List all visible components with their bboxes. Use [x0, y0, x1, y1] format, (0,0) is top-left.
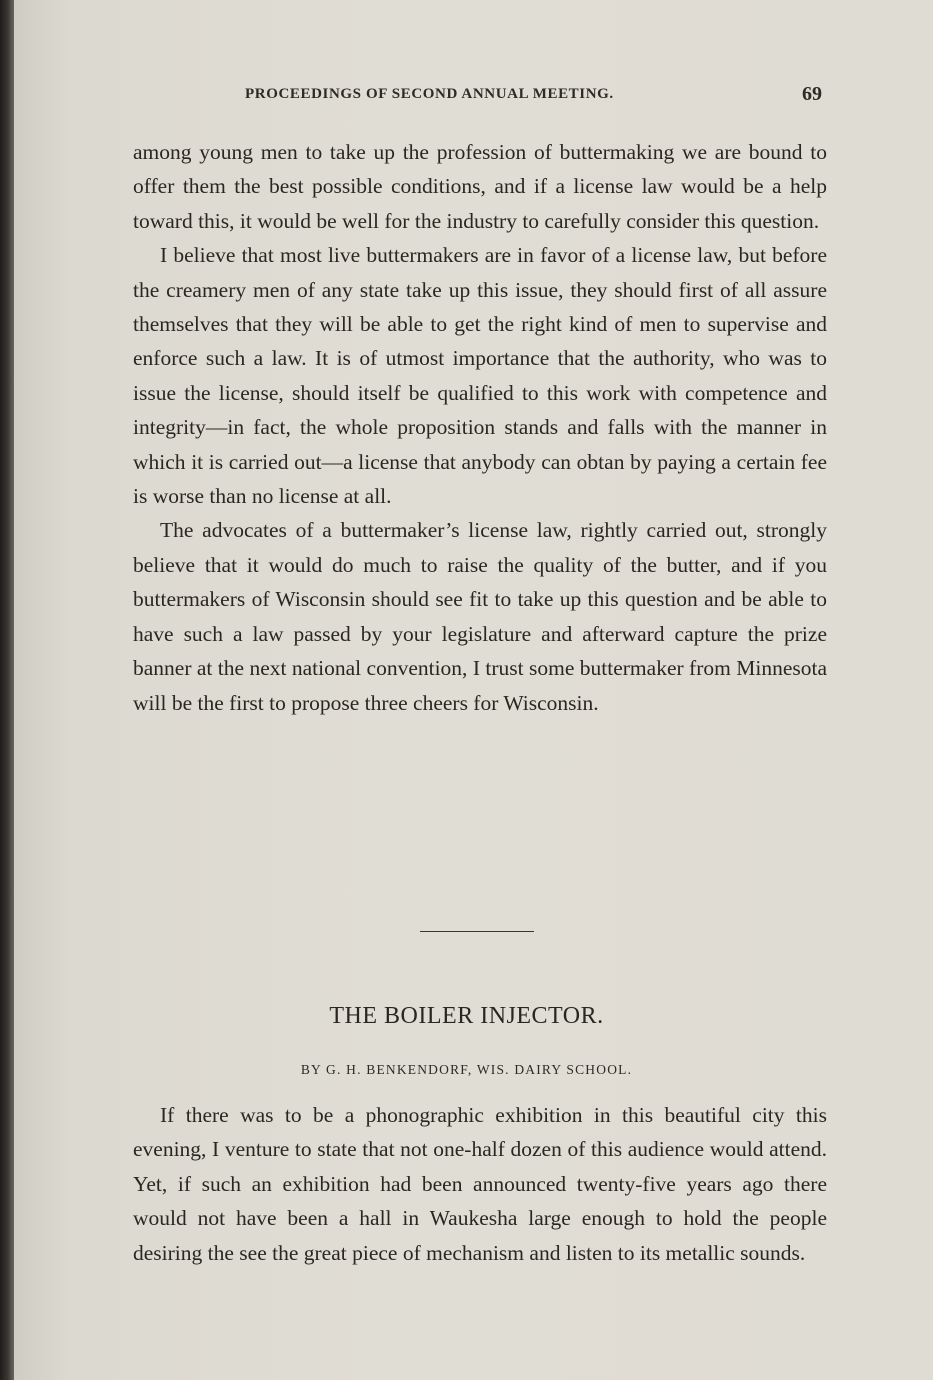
book-spine-edge	[0, 0, 14, 1380]
section-divider-rule	[420, 931, 534, 932]
paragraph: I believe that most live buttermakers are in favor of a license law, but before the creamery men of any state take up this issue, they should first of all assure themselves that they will be able to get the right kind of men to supervise and enforce such a law. It is of utmost importance that the authority, who was to issue the license, should itself be qualified to this work with competence and integrity—in fact, the whole proposition stands and falls with the manner in which it is carried out—a license that anybody can obtan by paying a certain fee is worse than no license at all.	[133, 243, 827, 509]
paragraph-continued: among young men to take up the profession of buttermaking we are bound to offer them the best possible conditions, and if a license law would be a help toward this, it would be well for the industry to carefully consider this question.	[133, 140, 827, 233]
article-byline: BY G. H. BENKENDORF, WIS. DAIRY SCHOOL.	[300, 1062, 633, 1077]
page-number: 69	[802, 83, 822, 105]
running-head-title: PROCEEDINGS OF SECOND ANNUAL MEETING.	[245, 86, 614, 102]
article-body-text	[133, 1098, 827, 1270]
article-title: THE BOILER INJECTOR.	[329, 1003, 604, 1029]
previous-article-text	[133, 135, 827, 720]
paragraph: If there was to be a phonographic exhibition in this beautiful city this evening, I venture to state that not one-half dozen of this audience would attend. Yet, if such an exhibition had been announced twenty-five years ago there would not have been a hall in Waukesha large enough to hold the people desiring the see the great piece of mechanism and listen to its metallic sounds.	[133, 1103, 827, 1265]
paragraph: The advocates of a buttermaker’s license law, rightly carried out, strongly believe that it would do much to raise the quality of the butter, and if you buttermakers of Wisconsin should see fit to take up this question and be able to have such a law passed by your legislature and afterward capture the prize banner at the next national convention, I trust some buttermaker from Minnesota will be the first to propose three cheers for Wisconsin.	[133, 518, 827, 715]
